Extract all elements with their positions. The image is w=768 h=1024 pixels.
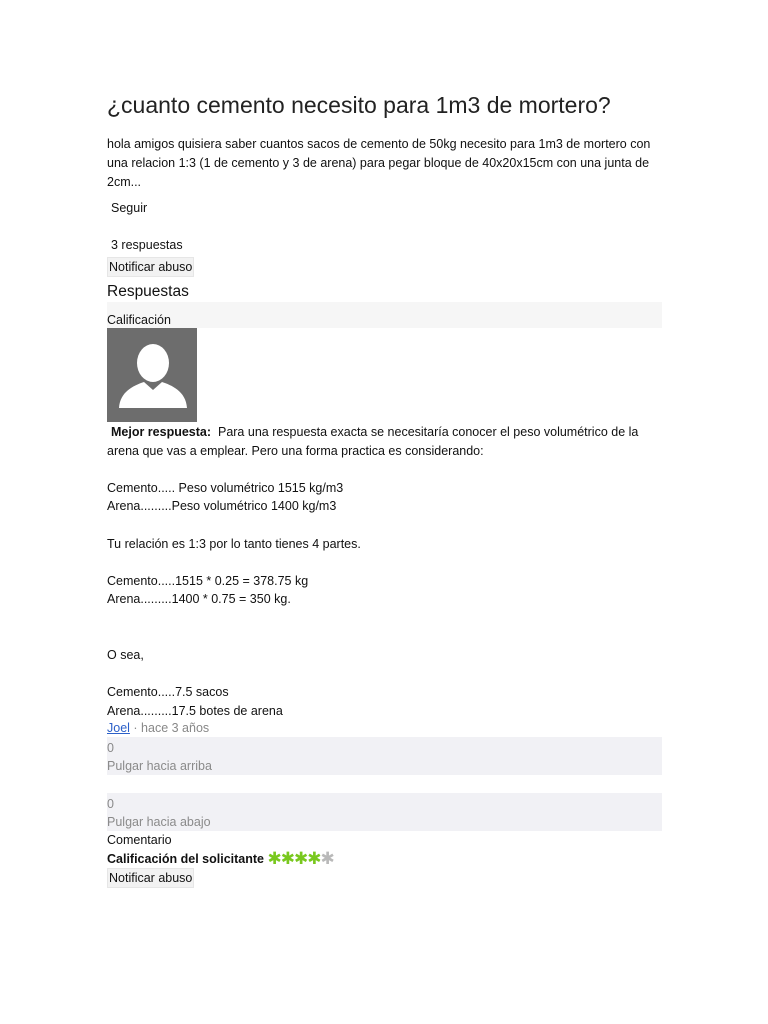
author-link[interactable]: Joel <box>107 721 130 735</box>
answer-line <box>107 516 659 535</box>
follow-button[interactable]: Seguir <box>111 201 148 215</box>
answer-count: 3 respuestas <box>111 238 183 252</box>
answer-line: Cemento..... Peso volumétrico 1515 kg/m3 <box>107 480 344 495</box>
answer-line: Cemento.....1515 * 0.25 = 378.75 kg <box>107 573 309 588</box>
best-answer <box>107 423 659 721</box>
answer-line <box>107 609 659 628</box>
answer-line <box>107 665 659 684</box>
question-title: ¿cuanto cemento necesito para 1m3 de mortero? <box>107 92 611 118</box>
star-empty-icon: ✱ <box>320 849 334 868</box>
star-filled-icon: ✱ <box>293 849 308 868</box>
answer-line: Arena.........Peso volumétrico 1400 kg/m3 <box>107 499 337 514</box>
answer-line: Arena.........1400 * 0.75 = 350 kg. <box>107 592 291 607</box>
comment-link[interactable]: Comentario <box>107 833 172 847</box>
report-abuse-button[interactable]: Notificar abuso <box>107 257 194 277</box>
answer-line <box>107 460 659 479</box>
asker-rating-label: Calificación del solicitante <box>107 852 264 866</box>
answer-line: O sea, <box>107 648 144 663</box>
answer-line: Arena.........17.5 botes de arena <box>107 703 283 718</box>
rating-sort-bar[interactable] <box>107 302 662 328</box>
star-filled-icon: ✱ <box>280 849 294 868</box>
thumbs-down-button[interactable] <box>107 793 662 831</box>
best-answer-label: Mejor respuesta: <box>111 425 212 439</box>
rating-sort-label: Calificación <box>107 313 171 327</box>
answer-time: · hace 3 años <box>129 721 210 735</box>
report-abuse-answer-button[interactable]: Notificar abuso <box>107 868 194 888</box>
star-filled-icon: ✱ <box>307 849 321 868</box>
answers-heading: Respuestas <box>107 283 189 300</box>
thumbs-up-label: Pulgar hacia arriba <box>107 759 212 773</box>
star-filled-icon: ✱ <box>267 849 281 868</box>
answer-line: Cemento.....7.5 sacos <box>107 685 229 700</box>
answer-line <box>107 628 659 647</box>
asker-rating <box>107 849 334 869</box>
best-answer-intro <box>107 423 659 460</box>
thumbs-down-count: 0 <box>107 797 114 811</box>
star-rating <box>267 849 333 868</box>
thumbs-up-button[interactable] <box>107 737 662 775</box>
thumbs-down-label: Pulgar hacia abajo <box>107 815 211 829</box>
best-answer-intro-text: Para una respuesta exacta se necesitaría conocer el peso volumétrico de la arena que vas a emplear. Pero una forma practica es considerando: <box>107 425 639 458</box>
answer-line <box>107 553 659 572</box>
thumbs-up-count: 0 <box>107 741 114 755</box>
answer-author-meta <box>107 721 209 735</box>
question-body: hola amigos quisiera saber cuantos sacos de cemento de 50kg necesito para 1m3 de mortero con una relacion 1:3 (1 de cemento y 3 de arena) para pegar bloque de 40x20x15cm con una junta de 2cm... <box>107 137 651 189</box>
answer-line: Tu relación es 1:3 por lo tanto tienes 4 partes. <box>107 536 361 551</box>
default-user-avatar-icon <box>107 328 197 422</box>
